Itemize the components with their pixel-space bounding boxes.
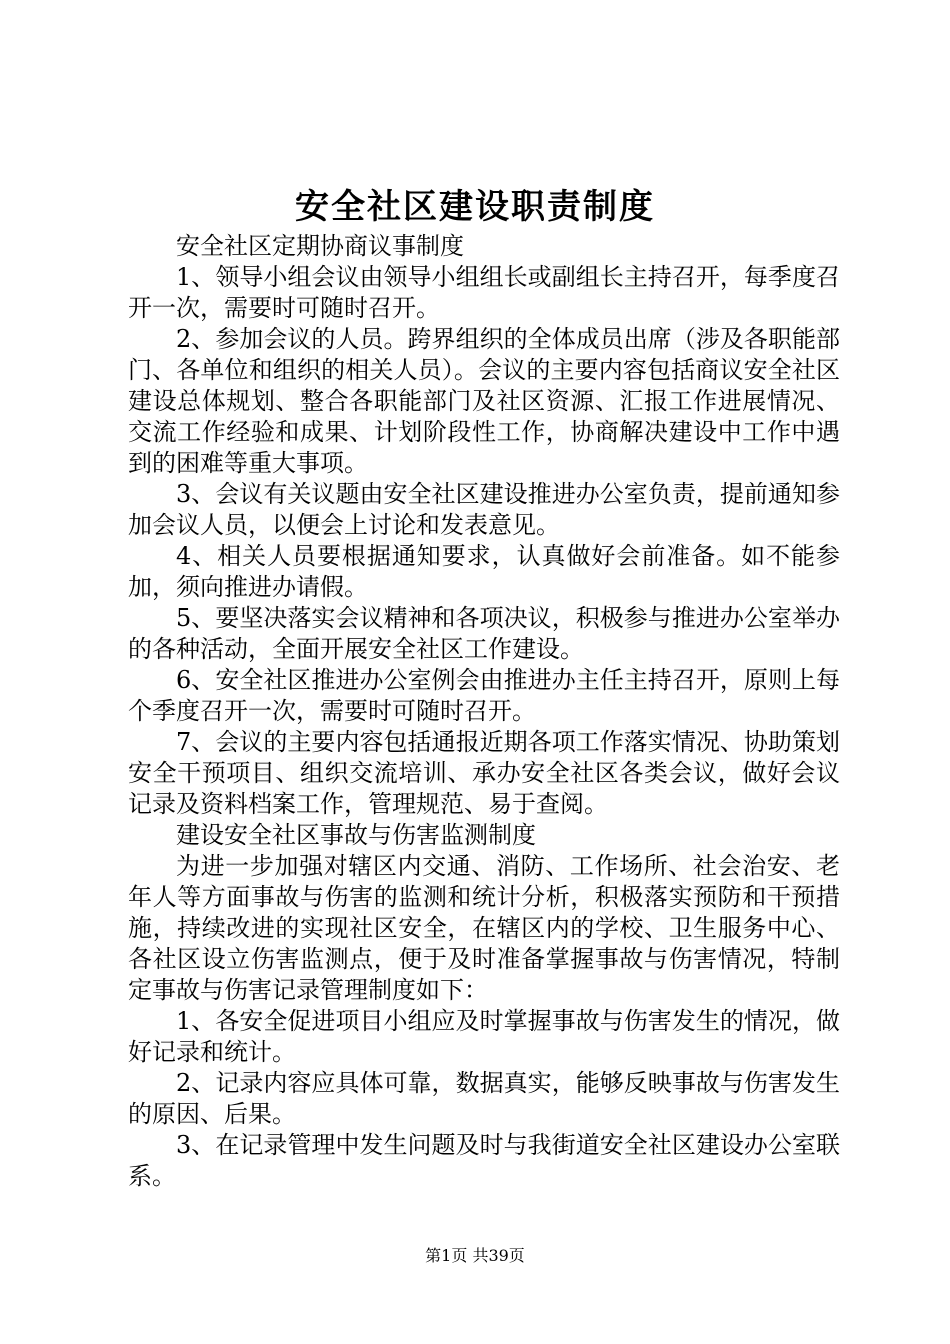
paragraph: 2、记录内容应具体可靠，数据真实，能够反映事故与伤害发生的原因、后果。 — [128, 1069, 840, 1128]
paragraph: 4、相关人员要根据通知要求，认真做好会前准备。如不能参加，须向推进办请假。 — [128, 542, 840, 601]
paragraph: 1、各安全促进项目小组应及时掌握事故与伤害发生的情况，做好记录和统计。 — [128, 1007, 840, 1066]
paragraph: 5、要坚决落实会议精神和各项决议，积极参与推进办公室举办的各种活动，全面开展安全社区工作建设。 — [128, 604, 840, 663]
paragraph: 3、会议有关议题由安全社区建设推进办公室负责，提前通知参加会议人员，以便会上讨论和发表意见。 — [128, 480, 840, 539]
section-heading: 建设安全社区事故与伤害监测制度 — [176, 821, 536, 849]
document-title: 安全社区建设职责制度 — [295, 187, 655, 227]
paragraph: 7、会议的主要内容包括通报近期各项工作落实情况、协助策划安全干预项目、组织交流培训、承办安全社区各类会议，做好会议记录及资料档案工作，管理规范、易于查阅。 — [128, 728, 840, 818]
page-number-footer: 第1页 共39页 — [425, 1246, 525, 1265]
paragraph: 2、参加会议的人员。跨界组织的全体成员出席（涉及各职能部门、各单位和组织的相关人员）。会议的主要内容包括商议安全社区建设总体规划、整合各职能部门及社区资源、汇报工作进展情况、交流工作经验和成果、计划阶段性工作，协商解决建设中工作中遇到的困难等重大事项。 — [128, 325, 840, 477]
paragraph: 3、在记录管理中发生问题及时与我街道安全社区建设办公室联系。 — [128, 1131, 840, 1190]
paragraph: 1、领导小组会议由领导小组组长或副组长主持召开，每季度召开一次，需要时可随时召开。 — [128, 263, 840, 322]
paragraph: 为进一步加强对辖区内交通、消防、工作场所、社会治安、老年人等方面事故与伤害的监测和统计分析，积极落实预防和干预措施，持续改进的实现社区安全，在辖区内的学校、卫生服务中心、各社区设立伤害监测点，便于及时准备掌握事故与伤害情况，特制定事故与伤害记录管理制度如下： — [128, 852, 840, 1004]
paragraph: 6、安全社区推进办公室例会由推进办主任主持召开，原则上每个季度召开一次，需要时可随时召开。 — [128, 666, 840, 725]
document-body — [128, 231, 840, 1192]
section-heading: 安全社区定期协商议事制度 — [176, 232, 464, 260]
